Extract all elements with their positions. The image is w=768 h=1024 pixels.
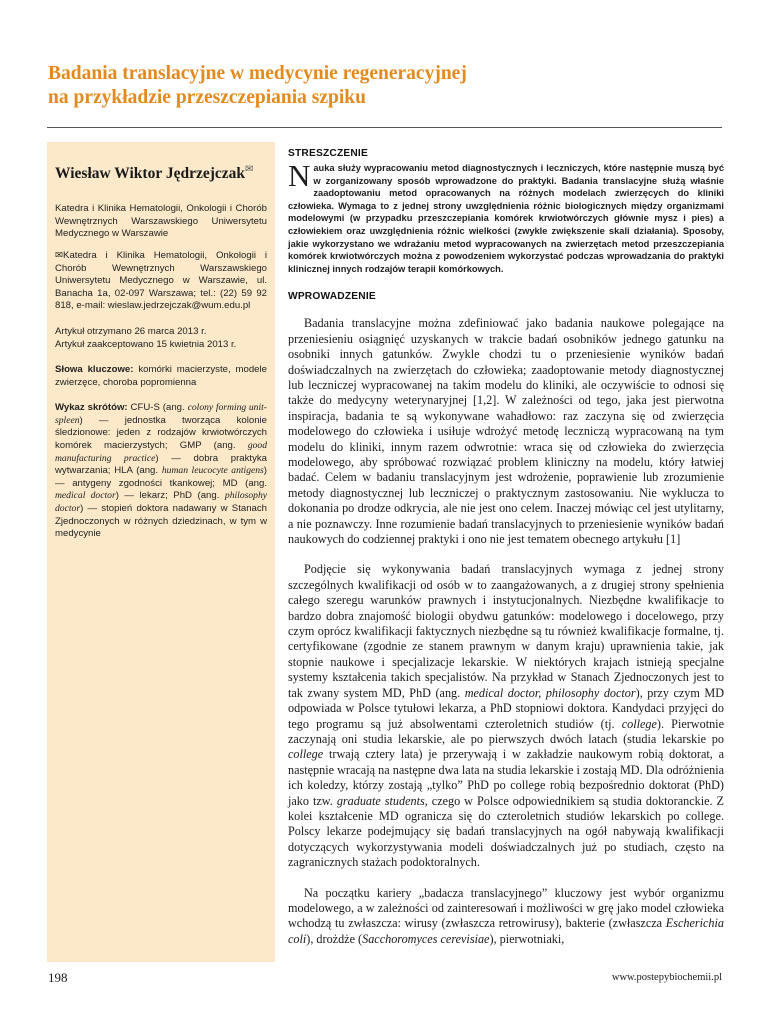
italic-term: medical doctor [55,490,116,502]
text-run: CFU-S (ang. [127,402,188,414]
text-run: Na początku kariery „badacza translacyjnego” kluczowy jest wybór organizmu modelowego, a w zależności od zainteresowań i możliwości w grę jako model człowieka wchodzą tu zwłaszcza: wirusy (zwłaszcza retrowirusy), bakterie (zwłaszcza [288,885,724,931]
accepted-date: Artykuł zaakceptowano 15 kwietnia 2013 r. [55,338,237,350]
italic-term: colony forming unit-spleen [55,402,268,426]
abbreviations-label: Wykaz skrótów: [55,402,128,414]
body-paragraph [288,562,724,870]
footer-url: www.postepybiochemii.pl [611,972,722,983]
introduction-heading: WPROWADZENIE [288,291,376,303]
author-name: Wiesław Wiktor Jędrzejczak✉ [55,164,254,183]
italic-term: medical doctor, philosophy doctor [464,685,636,700]
keywords [55,364,267,389]
article-sidebar [47,142,275,962]
italic-term: graduate students [336,793,425,808]
text-run: , czego w Polsce odpowiednikiem są studia doktoranckie. Z kolei kształcenie MD ogranicza się do czteroletnich studiów lekarskich po college. Polscy lekarze podejmujący się badań translacyjnych na ogół nabywają kwalifikacji dotyczących wykorzystywania modeli doświadczalnych już po studiach, często na zagranicznych stażach podoktoralnych. [288,793,724,870]
italic-term: philosophy doctor [55,490,267,515]
title-divider [47,127,722,128]
keywords-label: Słowa kluczowe: [55,364,134,376]
title-line-1: Badania translacyjne w medycynie regeneracyjnej [48,63,467,84]
text-run: Podjęcie się wykonywania badań translacyjnych wymaga z jednej strony szczególnych kwalifikacji od osób w to zaangażowanych, a z drugiej strony spełnienia całego szeregu warunków prawnych i instytucjonalnych. Niezbędne kwalifikacje to bardzo dobra znajomość biologii obydwu gatunków: modelowego i docelowego, przy czym oprócz kwalifikacji faktycznych niezbędne są tu również kwalifikacje formalne, tj. certyfikowane (zgodnie ze stanem prawnym w danym kraju) uprawnienia takie, jak stopnie naukowe i specjalizacje lekarskie. W niektórych krajach istnieją specjalne systemy kształcenia takich specjalistów. Na przykład w Stanach Zjednoczonych jest to tak zwany system MD, PhD (ang. [288,562,724,700]
title-line-2: na przykładzie przeszczepiania szpiku [48,87,366,108]
italic-term: good manufacturing practice [55,440,267,464]
text-run: ), pierwotniaki, [489,931,565,946]
abbreviations [55,402,267,541]
article-dates [55,326,267,351]
text-run: ) — jednostka tworząca kolonie śledzionowe: jeden z rodzajów krwiotwórczych komórek macierzystych; GMP (ang. [55,414,267,452]
page-number: 198 [48,970,68,985]
abstract [288,158,724,275]
drop-cap: N [288,158,311,193]
italic-term: Escherichia coli [288,916,724,946]
text-run: ) — stopień doktora nadawany w Stanach Zjednoczonych w różnych dziedzinach, w tym w medycynie [55,503,267,540]
text-run: ), przy czym MD odpowiada w Polsce tytułowi lekarza, a PhD stopniowi doktora. Kandydaci przyjęci do tego programu są już absolwentami czteroletnich studiów (tj. [288,685,724,731]
italic-term: human leucocyte antigens [161,465,264,477]
text-run: ) — dobra praktyka wytwarzania; HLA (ang. [55,452,267,477]
italic-term: college [621,716,657,731]
abstract-heading: STRESZCZENIE [288,148,368,159]
text-run: ) — lekarz; PhD (ang. [115,490,225,502]
received-date: Artykuł otrzymano 26 marca 2013 r. [55,325,207,337]
affiliation: Katedra i Klinika Hematologii, Onkologii i Chorób Wewnętrznych Warszawskiego Uniwersytetu Medycznego w Warszawie [55,203,267,240]
abbreviations-text [55,402,267,539]
article-title [48,62,728,110]
italic-term: college [288,747,324,762]
abstract-text: auka służy wypracowaniu metod diagnostycznych i leczniczych, które następnie muszą być w zorganizowany sposób wprowadzone do praktyki. Badania translacyjne służą właśnie zaadoptowaniu metod opracowanych na różnych modelach zwierzęcych do kliniki człowieka. Wymaga to z jednej strony uwzględnienia różnic biologicznych między organizmami modelowymi (w przypadku przeszczepiania komórek krwiotwórczych głównie mysz i pies) a człowiekiem oraz uwzględnienia różnic wielkości (zwykle zwiększenie skali działania). Sposoby, jakie wykorzystano we wdrażaniu metod wypracowanych na zwierzętach metod przeszczepiania komórek krwiotwórczych można z powodzeniem wykorzystać podczas wprowadzania do praktyki klinicznej innych rodzajów terapii komórkowych. [288,163,724,274]
italic-term: Sacchoromyces cerevisiae [362,931,490,946]
text-run: ), drożdże ( [306,931,363,946]
correspondence-address: ✉Katedra i Klinika Hematologii, Onkologii i Chorób Wewnętrznych Warszawskiego Uniwersytetu Medycznego w Warszawie, ul. Banacha 1a, 02-097 Warszawa; tel.: (22) 59 92 818, e-mail: wieslaw.jedrzejczak@wum.edu.pl [55,249,267,312]
article-main [288,148,724,962]
text-run: ). Pierwotnie zaczynają oni studia lekarskie, ale po pierwszych dwóch latach (studia lekarskie po [288,716,724,746]
text-run: trwają cztery lata) je przerywają i w zakładzie naukowym robią doktorat, a następnie wracają na następne dwa lata na studia lekarskie i zostają MD. Dla odróżnienia ich koledzy, którzy zostają „tylko” PhD po college robią bezpośrednio doktorat (PhD) jako tzw. [288,747,724,808]
article-body [288,316,724,947]
envelope-icon: ✉ [245,164,254,175]
text-run: ) — antygeny zgodności tkankowej; MD (ang. [55,465,267,489]
keywords-text: komórki macierzyste, modele zwierzęce, choroba popromienna [55,364,267,388]
body-paragraph [288,886,724,948]
envelope-icon: ✉ [55,249,64,261]
text-run: Badania translacyjne można zdefiniować jako badania naukowe polegające na przeniesieniu osiągnięć uzyskanych w trakcie badań osobników jednego gatunku na osobniki innych gatunków. Zwykle chodzi tu o przeniesienie wyników badań doświadczalnych na zwierzętach do człowieka; zaadoptowanie metody diagnostycznej lub leczniczej wypracowanej na takim modelu do kliniki, ale oczywiście to odnosi się także do medycyny weterynaryjnej [1,2]. W zależności od tego, jaka jest pierwotna inspiracja, badania te są wykonywane wahadłowo: raz zaczyna się od zwierzęcia modelowego do człowieka i usiłuje wdrożyć metodę leczniczą wypracowaną na tym modelu do kliniki, innym razem odwrotnie: wraca się od człowieka do zwierzęcia modelowego, aby spróbować rozwiązać problem kliniczny na modelu, który łatwiej badać. Celem w badaniu translacyjnym jest wdrożenie, poprawienie lub zrozumienie metody diagnostycznej lub leczniczej o praktycznym zastosowaniu. Nie wyklucza to dokonania po drodze odkrycia, ale nie jest ono celem. Inaczej mówiąc cel jest utylitarny, a nie poznawczy. Inne rozumienie badań translacyjnych to przeniesienie wyników badań naukowych do codziennej praktyki i ono nie jest tematem obecnego artykułu [1] [288,316,724,547]
body-paragraph [288,316,724,547]
